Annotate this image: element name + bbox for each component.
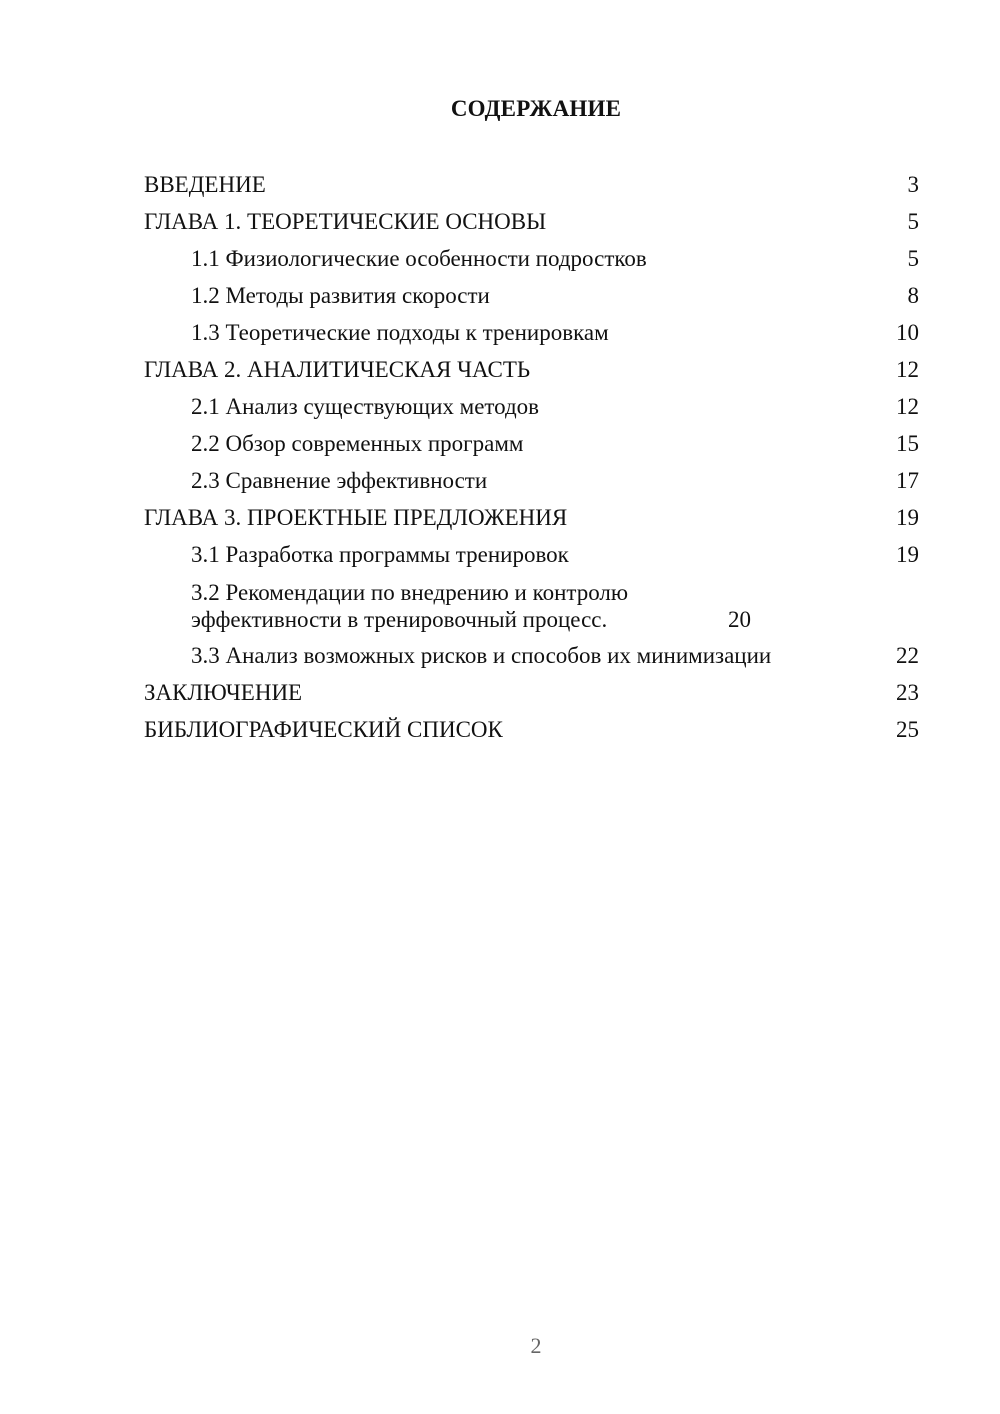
toc-entry-label: 1.1 Физиологические особенности подростков	[191, 246, 647, 271]
toc-entry-section-2-2	[144, 425, 919, 462]
toc-entry-section-2-3	[144, 462, 919, 499]
toc-entry-page: 17	[896, 468, 919, 493]
toc-entry-page: 22	[896, 643, 919, 668]
toc-entry-label: 2.2 Обзор современных программ	[191, 431, 524, 456]
toc-entry-page: 5	[907, 209, 919, 234]
toc-entry-label: 1.3 Теоретические подходы к тренировкам	[191, 320, 609, 345]
toc-entry-page: 20	[728, 607, 751, 632]
toc-entry-section-3-3	[144, 637, 919, 674]
toc-entry-section-2-1	[144, 388, 919, 425]
toc-entry-page: 19	[896, 542, 919, 567]
toc-entry-page: 5	[907, 246, 919, 271]
toc-entry-bibliography	[144, 711, 919, 748]
toc-entry-section-3-2	[144, 573, 919, 637]
toc-entry-label: ВВЕДЕНИЕ	[144, 172, 266, 197]
toc-entry-label: ЗАКЛЮЧЕНИЕ	[144, 680, 303, 705]
toc-entry-label: ГЛАВА 2. АНАЛИТИЧЕСКАЯ ЧАСТЬ	[144, 357, 531, 382]
toc-entry-section-1-2	[144, 277, 919, 314]
toc-title: СОДЕРЖАНИЕ	[450, 96, 622, 121]
toc-entry-label: 2.3 Сравнение эффективности	[191, 468, 488, 493]
toc-entry-label: ГЛАВА 1. ТЕОРЕТИЧЕСКИЕ ОСНОВЫ	[144, 209, 547, 234]
table-of-contents	[144, 166, 919, 748]
toc-entry-section-1-1	[144, 240, 919, 277]
toc-entry-label: 3.3 Анализ возможных рисков и способов их минимизации	[191, 643, 772, 668]
toc-entry-page: 12	[896, 357, 919, 382]
toc-entry-label: 1.2 Методы развития скорости	[191, 283, 490, 308]
toc-entry-page: 10	[896, 320, 919, 345]
toc-entry-page: 12	[896, 394, 919, 419]
toc-entry-label: ГЛАВА 3. ПРОЕКТНЫЕ ПРЕДЛОЖЕНИЯ	[144, 505, 568, 530]
toc-entry-page: 19	[896, 505, 919, 530]
toc-entry-section-3-1	[144, 536, 919, 573]
toc-entry-label: БИБЛИОГРАФИЧЕСКИЙ СПИСОК	[144, 717, 503, 742]
toc-entry-conclusion	[144, 674, 919, 711]
toc-entry-page: 25	[896, 717, 919, 742]
page-number: 2	[530, 1333, 542, 1358]
toc-entry-label: 2.1 Анализ существующих методов	[191, 394, 540, 419]
toc-entry-label: 3.2 Рекомендации по внедрению и контролю эффективности в тренировочный процесс.	[191, 580, 629, 632]
toc-entry-page: 3	[907, 172, 919, 197]
toc-entry-introduction	[144, 166, 919, 203]
toc-entry-label: 3.1 Разработка программы тренировок	[191, 542, 569, 567]
toc-entry-chapter-3	[144, 499, 919, 536]
toc-entry-page: 23	[896, 680, 919, 705]
toc-entry-chapter-2	[144, 351, 919, 388]
toc-entry-page: 15	[896, 431, 919, 456]
toc-entry-section-1-3	[144, 314, 919, 351]
toc-entry-chapter-1	[144, 203, 919, 240]
toc-entry-page: 8	[907, 283, 919, 308]
